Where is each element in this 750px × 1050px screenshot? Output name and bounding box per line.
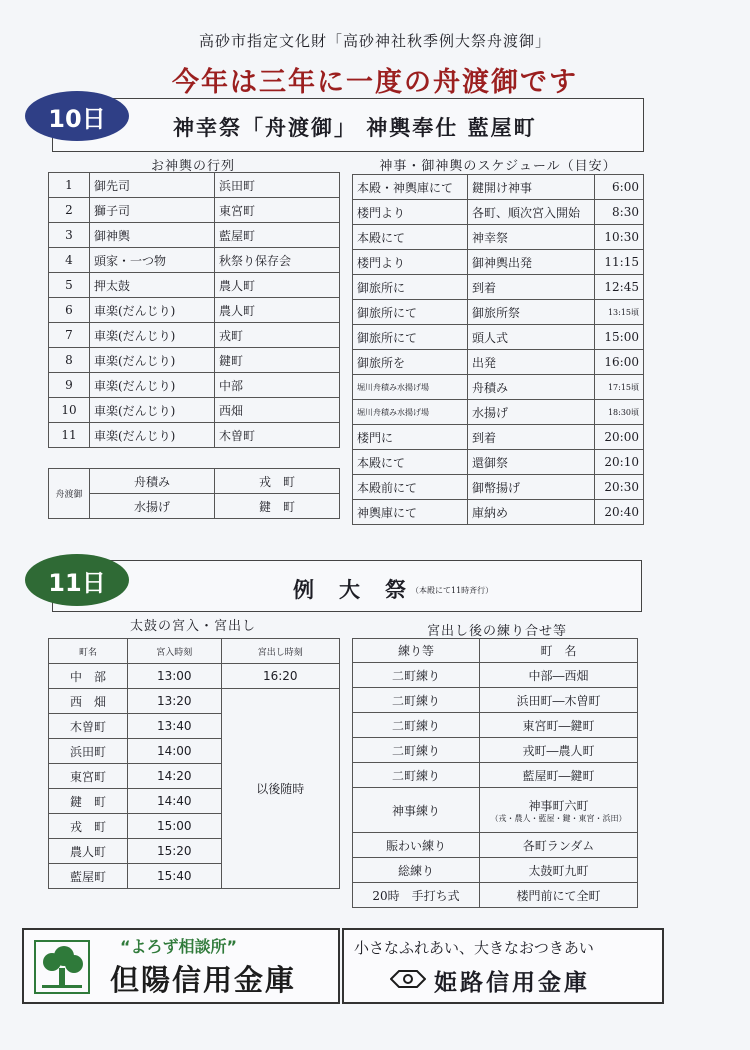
procession-number: 3 xyxy=(49,223,90,248)
taiko-table xyxy=(48,638,340,889)
neri-towns xyxy=(480,788,638,833)
neri-type: 神事練り xyxy=(353,788,480,833)
taiko-miyairi-time: 15:20 xyxy=(128,839,222,864)
schedule-place: 楼門に xyxy=(353,425,468,450)
procession-table xyxy=(48,172,340,448)
procession-role: 車楽(だんじり) xyxy=(90,423,215,448)
funatogyo-item: 舟積み xyxy=(90,469,215,494)
day11-heading-note: （本殿にて11時斉行） xyxy=(411,586,494,595)
procession-role: 車楽(だんじり) xyxy=(90,323,215,348)
neri-row xyxy=(353,763,638,788)
neri-row xyxy=(353,688,638,713)
neri-row xyxy=(353,738,638,763)
neri-towns-text: 各町ランダム xyxy=(522,838,595,853)
procession-town: 農人町 xyxy=(215,298,340,323)
neri-type: 20時 手打ち式 xyxy=(353,883,480,908)
taiko-header: 町名 xyxy=(49,639,128,664)
procession-title: お神輿の行列 xyxy=(150,159,235,174)
sponsor-himeji xyxy=(342,928,664,1004)
schedule-place: 神輿庫にて xyxy=(353,500,468,525)
schedule-table xyxy=(352,174,644,525)
schedule-event: 御旅所祭 xyxy=(468,300,595,325)
procession-role: 頭家・一つ物 xyxy=(90,248,215,273)
procession-town: 西畑 xyxy=(215,398,340,423)
neri-row xyxy=(353,788,638,833)
neri-towns xyxy=(480,688,638,713)
neri-towns xyxy=(480,883,638,908)
procession-row xyxy=(49,298,340,323)
schedule-time: 20:00 xyxy=(595,425,644,450)
neri-row xyxy=(353,883,638,908)
neri-type: 総練り xyxy=(353,858,480,883)
neri-towns-text: 太鼓町九町 xyxy=(528,863,589,878)
neri-towns-text: 東宮町―鍵町 xyxy=(522,718,595,733)
neri-towns-text: 中部―西畑 xyxy=(528,668,589,683)
taiko-town: 鍵 町 xyxy=(49,789,128,814)
funatogyo-item: 水揚げ xyxy=(90,494,215,519)
schedule-place: 楼門より xyxy=(353,200,468,225)
schedule-place: 楼門より xyxy=(353,250,468,275)
schedule-event: 庫納め xyxy=(468,500,595,525)
schedule-event: 神幸祭 xyxy=(468,225,595,250)
procession-town: 戎町 xyxy=(215,323,340,348)
schedule-time: 20:40 xyxy=(595,500,644,525)
taiko-header-row xyxy=(49,639,340,664)
neri-towns xyxy=(480,833,638,858)
schedule-event: 到着 xyxy=(468,425,595,450)
taiko-town: 木曽町 xyxy=(49,714,128,739)
procession-number: 10 xyxy=(49,398,90,423)
procession-role: 車楽(だんじり) xyxy=(90,398,215,423)
tree-logo-icon xyxy=(34,940,90,994)
schedule-event: 還御祭 xyxy=(468,450,595,475)
schedule-time: 20:30 xyxy=(595,475,644,500)
schedule-row xyxy=(353,325,644,350)
neri-towns xyxy=(480,663,638,688)
taiko-title: 太鼓の宮入・宮出し xyxy=(129,619,256,634)
taiko-town: 西 畑 xyxy=(49,689,128,714)
funatogyo-town: 鍵 町 xyxy=(215,494,340,519)
schedule-time: 16:00 xyxy=(595,350,644,375)
neri-towns-text: 藍屋町―鍵町 xyxy=(522,768,595,783)
schedule-event: 御神輿出発 xyxy=(468,250,595,275)
schedule-event: 出発 xyxy=(468,350,595,375)
procession-number: 4 xyxy=(49,248,90,273)
taiko-row xyxy=(49,689,340,714)
neri-towns-text: 浜田町―木曽町 xyxy=(516,693,601,708)
taiko-miyade-first: 16:20 xyxy=(221,664,339,689)
taiko-miyade-rest: 以後随時 xyxy=(221,689,339,889)
procession-town: 中部 xyxy=(215,373,340,398)
schedule-row xyxy=(353,375,644,400)
neri-towns xyxy=(480,738,638,763)
taiko-miyairi-time: 13:00 xyxy=(128,664,222,689)
taiko-town: 戎 町 xyxy=(49,814,128,839)
schedule-place: 本殿にて xyxy=(353,225,468,250)
neri-towns xyxy=(480,713,638,738)
procession-row xyxy=(49,423,340,448)
taiko-miyairi-time: 15:00 xyxy=(128,814,222,839)
schedule-row xyxy=(353,350,644,375)
neri-header: 町 名 xyxy=(480,639,638,663)
procession-town: 鍵町 xyxy=(215,348,340,373)
neri-row xyxy=(353,663,638,688)
schedule-place: 本殿・神輿庫にて xyxy=(353,175,468,200)
schedule-place: 御旅所にて xyxy=(353,325,468,350)
neri-row xyxy=(353,833,638,858)
procession-row xyxy=(49,273,340,298)
sponsor-tanyo xyxy=(22,928,340,1004)
procession-role: 車楽(だんじり) xyxy=(90,298,215,323)
taiko-miyairi-time: 14:00 xyxy=(128,739,222,764)
schedule-event: 各町、順次宮入開始 xyxy=(468,200,595,225)
neri-towns xyxy=(480,858,638,883)
procession-row xyxy=(49,348,340,373)
procession-row xyxy=(49,323,340,348)
tanyo-tagline: “よろず相談所” xyxy=(120,937,238,956)
neri-row xyxy=(353,713,638,738)
schedule-row xyxy=(353,300,644,325)
neri-type: 二町練り xyxy=(353,688,480,713)
schedule-time: 10:30 xyxy=(595,225,644,250)
schedule-row xyxy=(353,400,644,425)
funatogyo-town: 戎 町 xyxy=(215,469,340,494)
neri-title: 宮出し後の練り合せ等 xyxy=(426,624,567,639)
neri-towns-text: 楼門前にて全町 xyxy=(516,888,601,903)
taiko-town: 東宮町 xyxy=(49,764,128,789)
schedule-event: 到着 xyxy=(468,275,595,300)
schedule-time: 13:15頃 xyxy=(595,300,644,325)
schedule-time: 6:00 xyxy=(595,175,644,200)
procession-town: 木曽町 xyxy=(215,423,340,448)
schedule-place: 堀川舟積み水揚げ場 xyxy=(353,400,468,425)
procession-town: 浜田町 xyxy=(215,173,340,198)
procession-role: 押太鼓 xyxy=(90,273,215,298)
schedule-row xyxy=(353,450,644,475)
taiko-header: 宮入時刻 xyxy=(128,639,222,664)
procession-number: 5 xyxy=(49,273,90,298)
schedule-time: 12:45 xyxy=(595,275,644,300)
taiko-miyairi-time: 13:40 xyxy=(128,714,222,739)
himeji-name: 姫路信用金庫 xyxy=(434,970,590,996)
procession-role: 車楽(だんじり) xyxy=(90,373,215,398)
day11-heading: 例 大 祭 xyxy=(293,577,408,602)
procession-town: 秋祭り保存会 xyxy=(215,248,340,273)
procession-role: 御神輿 xyxy=(90,223,215,248)
neri-towns-note: （戎・農人・藍屋・鍵・東宮・浜田） xyxy=(490,813,627,823)
day11-badge: 11日 xyxy=(25,554,129,606)
procession-town: 東宮町 xyxy=(215,198,340,223)
funatogyo-label: 舟渡御 xyxy=(49,469,90,519)
procession-row xyxy=(49,173,340,198)
schedule-place: 本殿前にて xyxy=(353,475,468,500)
schedule-title: 神事・御神輿のスケジュール（目安） xyxy=(379,159,617,174)
schedule-time: 15:00 xyxy=(595,325,644,350)
day10-header-bar xyxy=(52,98,644,152)
schedule-event: 水揚げ xyxy=(468,400,595,425)
schedule-event: 舟積み xyxy=(468,375,595,400)
himeji-logo-icon xyxy=(390,970,426,988)
procession-number: 2 xyxy=(49,198,90,223)
taiko-miyairi-time: 14:40 xyxy=(128,789,222,814)
page-title: 今年は三年に一度の舟渡御です xyxy=(172,67,578,98)
schedule-time: 11:15 xyxy=(595,250,644,275)
procession-row xyxy=(49,198,340,223)
procession-row xyxy=(49,373,340,398)
neri-towns-text: 戎町―農人町 xyxy=(522,743,595,758)
day10-heading: 神幸祭「舟渡御」 神輿奉仕 藍屋町 xyxy=(173,115,537,140)
funatogyo-table xyxy=(48,468,340,519)
schedule-row xyxy=(353,425,644,450)
day11-header-bar xyxy=(52,560,642,612)
taiko-miyairi-time: 15:40 xyxy=(128,864,222,889)
taiko-town: 中 部 xyxy=(49,664,128,689)
neri-row xyxy=(353,858,638,883)
schedule-row xyxy=(353,500,644,525)
day10-badge: 10日 xyxy=(25,91,129,141)
neri-type: 二町練り xyxy=(353,738,480,763)
procession-number: 9 xyxy=(49,373,90,398)
procession-town: 藍屋町 xyxy=(215,223,340,248)
schedule-row xyxy=(353,225,644,250)
procession-role: 車楽(だんじり) xyxy=(90,348,215,373)
page-subtitle: 高砂市指定文化財「高砂神社秋季例大祭舟渡御」 xyxy=(198,32,551,50)
procession-row xyxy=(49,223,340,248)
taiko-header: 宮出し時刻 xyxy=(221,639,339,664)
schedule-row xyxy=(353,200,644,225)
procession-number: 8 xyxy=(49,348,90,373)
neri-table xyxy=(352,638,638,908)
schedule-time: 20:10 xyxy=(595,450,644,475)
schedule-time: 18:30頃 xyxy=(595,400,644,425)
taiko-miyairi-time: 14:20 xyxy=(128,764,222,789)
schedule-place: 御旅所を xyxy=(353,350,468,375)
taiko-town: 農人町 xyxy=(49,839,128,864)
procession-number: 1 xyxy=(49,173,90,198)
tanyo-name: 但陽信用金庫 xyxy=(110,963,297,997)
neri-type: 二町練り xyxy=(353,663,480,688)
schedule-row xyxy=(353,250,644,275)
taiko-miyairi-time: 13:20 xyxy=(128,689,222,714)
schedule-event: 御幣揚げ xyxy=(468,475,595,500)
schedule-row xyxy=(353,475,644,500)
neri-towns xyxy=(480,763,638,788)
taiko-row xyxy=(49,664,340,689)
neri-towns-text: 神事町六町 xyxy=(528,798,589,813)
schedule-time: 17:15頃 xyxy=(595,375,644,400)
taiko-town: 浜田町 xyxy=(49,739,128,764)
schedule-event: 鍵開け神事 xyxy=(468,175,595,200)
schedule-place: 本殿にて xyxy=(353,450,468,475)
taiko-town: 藍屋町 xyxy=(49,864,128,889)
schedule-place: 御旅所にて xyxy=(353,300,468,325)
himeji-tagline: 小さなふれあい、大きなおつきあい xyxy=(354,939,594,957)
neri-type: 二町練り xyxy=(353,763,480,788)
procession-number: 11 xyxy=(49,423,90,448)
schedule-place: 御旅所に xyxy=(353,275,468,300)
neri-header-row xyxy=(353,639,638,663)
procession-role: 御先司 xyxy=(90,173,215,198)
schedule-event: 頭人式 xyxy=(468,325,595,350)
procession-number: 7 xyxy=(49,323,90,348)
procession-role: 獅子司 xyxy=(90,198,215,223)
procession-town: 農人町 xyxy=(215,273,340,298)
procession-row xyxy=(49,248,340,273)
procession-row xyxy=(49,398,340,423)
neri-header: 練り等 xyxy=(353,639,480,663)
procession-number: 6 xyxy=(49,298,90,323)
schedule-row xyxy=(353,175,644,200)
neri-type: 二町練り xyxy=(353,713,480,738)
schedule-place: 堀川舟積み水揚げ場 xyxy=(353,375,468,400)
neri-type: 賑わい練り xyxy=(353,833,480,858)
schedule-row xyxy=(353,275,644,300)
schedule-time: 8:30 xyxy=(595,200,644,225)
